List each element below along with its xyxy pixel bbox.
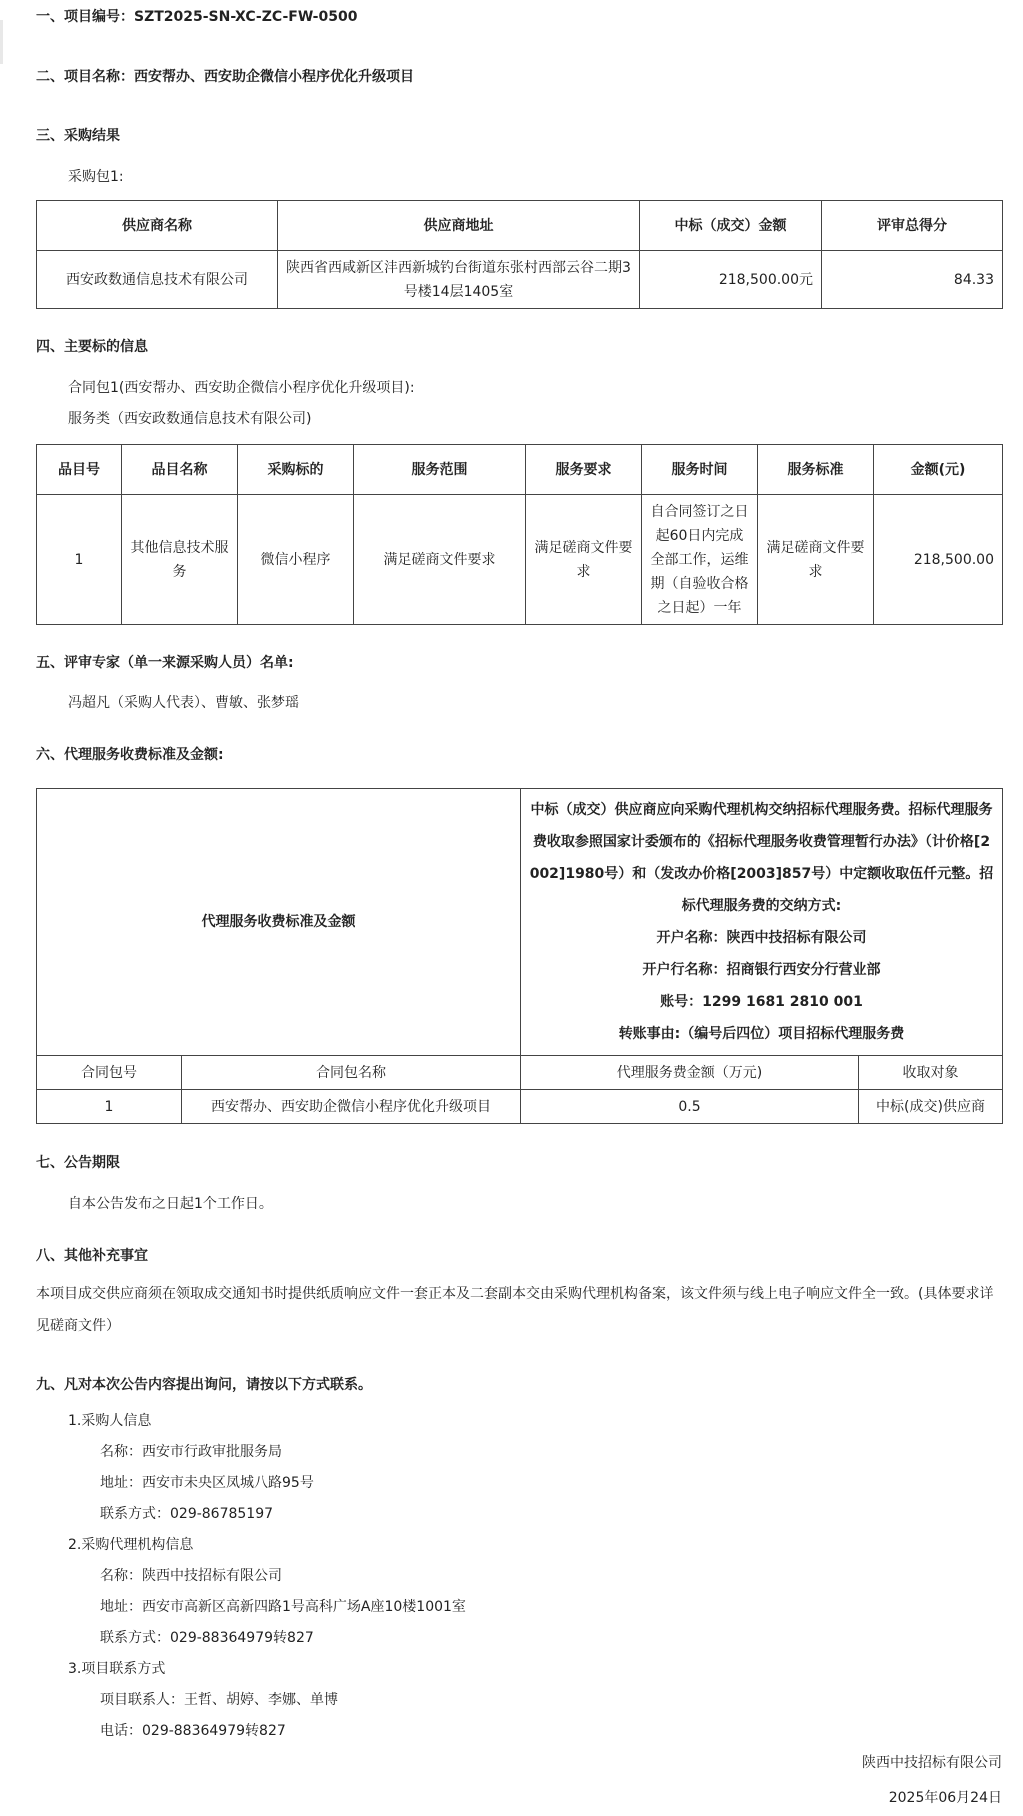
header-amount: 金额(元) — [874, 445, 1003, 495]
project-name-label: 二、项目名称： — [36, 69, 134, 85]
section-9-title: 九、凡对本次公告内容提出询问，请按以下方式联系。 — [36, 1377, 372, 1393]
contract-no: 1 — [37, 1090, 182, 1124]
footer-org: 陕西中技招标有限公司 — [862, 1755, 1002, 1771]
header-supplier-name: 供应商名称 — [37, 201, 278, 251]
project-number-value: SZT2025-SN-XC-ZC-FW-0500 — [134, 9, 358, 25]
table-header-row — [37, 1056, 1003, 1090]
table-header-row — [37, 445, 1003, 495]
footer-date: 2025年06月24日 — [888, 1790, 1002, 1806]
project-phone: 电话：029-88364979转827 — [100, 1723, 286, 1739]
service-time: 自合同签订之日起60日内完成全部工作，运维期（自验收合格之日起）一年 — [642, 495, 758, 625]
project-number-label: 一、项目编号： — [36, 9, 134, 25]
section-8-title: 八、其他补充事宜 — [36, 1248, 148, 1264]
item-name: 其他信息技术服务 — [122, 495, 238, 625]
transfer-remark: 转账事由:（编号后四位）项目招标代理服务费 — [618, 1026, 905, 1042]
service-category: 服务类（西安政数通信息技术有限公司) — [68, 411, 312, 427]
fee-paragraph: 中标（成交）供应商应向采购代理机构交纳招标代理服务费。招标代理服务费收取参照国家计委颁布的《招标代理服务收费管理暂行办法》（计价格[2002]1980号）和（发改办价格[2003]857号）中定额收取伍仟元整。招标代理服务费的交纳方式: — [529, 802, 994, 914]
service-requirement: 满足磋商文件要求 — [526, 495, 642, 625]
section-3-title: 三、采购结果 — [36, 128, 120, 144]
agent-address: 地址：西安市高新区高新四路1号高科广场A座10楼1001室 — [100, 1599, 466, 1615]
project-number — [36, 6, 357, 26]
header-bid-amount: 中标（成交）金额 — [640, 201, 822, 251]
subject-table — [36, 444, 1003, 625]
header-service-time: 服务时间 — [642, 445, 758, 495]
fee-amount: 0.5 — [521, 1090, 859, 1124]
buyer-phone: 联系方式：029-86785197 — [100, 1506, 274, 1522]
header-service-standard: 服务标准 — [758, 445, 874, 495]
table-row — [37, 495, 1003, 625]
header-contract-no: 合同包号 — [37, 1056, 182, 1090]
bid-amount: 218,500.00元 — [640, 251, 822, 309]
fee-standard-detail — [521, 789, 1003, 1056]
subject: 微信小程序 — [238, 495, 354, 625]
section-7-title: 七、公告期限 — [36, 1155, 120, 1171]
fee-info-row — [37, 789, 1003, 1056]
contract-package-label: 合同包1(西安帮办、西安助企微信小程序优化升级项目): — [68, 380, 415, 396]
header-item-no: 品目号 — [37, 445, 122, 495]
contract-name: 西安帮办、西安助企微信小程序优化升级项目 — [182, 1090, 521, 1124]
header-service-scope: 服务范围 — [354, 445, 526, 495]
project-contacts: 项目联系人：王哲、胡婷、李娜、单博 — [100, 1692, 338, 1708]
table-header-row — [37, 201, 1003, 251]
account-name: 开户名称：陕西中技招标有限公司 — [656, 930, 867, 946]
service-scope: 满足磋商文件要求 — [354, 495, 526, 625]
agency-fee-table — [36, 788, 1003, 1124]
header-contract-name: 合同包名称 — [182, 1056, 521, 1090]
supplier-name: 西安政数通信息技术有限公司 — [37, 251, 278, 309]
table-row — [37, 251, 1003, 309]
header-subject: 采购标的 — [238, 445, 354, 495]
buyer-info-title: 1.采购人信息 — [68, 1413, 152, 1429]
project-name-value: 西安帮办、西安助企微信小程序优化升级项目 — [134, 69, 414, 85]
header-service-requirement: 服务要求 — [526, 445, 642, 495]
account-number: 账号：1299 1681 2810 001 — [660, 994, 863, 1010]
header-charge-target: 收取对象 — [859, 1056, 1003, 1090]
package-label: 采购包1: — [68, 169, 124, 185]
item-no: 1 — [37, 495, 122, 625]
table-row — [37, 1090, 1003, 1124]
section-5-title: 五、评审专家（单一来源采购人员）名单: — [36, 655, 294, 671]
supplementary-text: 本项目成交供应商须在领取成交通知书时提供纸质响应文件一套正本及二套副本交由采购代理机构备案，该文件须与线上电子响应文件全一致。(具体要求详见磋商文件） — [36, 1286, 994, 1334]
result-table — [36, 200, 1003, 309]
agent-phone: 联系方式：029-88364979转827 — [100, 1630, 314, 1646]
charge-target: 中标(成交)供应商 — [859, 1090, 1003, 1124]
header-supplier-address: 供应商地址 — [278, 201, 640, 251]
scroll-edge — [0, 20, 3, 64]
header-item-name: 品目名称 — [122, 445, 238, 495]
bank-name: 开户行名称：招商银行西安分行营业部 — [642, 962, 881, 978]
buyer-address: 地址：西安市未央区凤城八路95号 — [100, 1475, 314, 1491]
fee-standard-label: 代理服务收费标准及金额 — [37, 789, 521, 1056]
agent-info-title: 2.采购代理机构信息 — [68, 1537, 194, 1553]
header-total-score: 评审总得分 — [822, 201, 1003, 251]
project-name — [36, 66, 414, 86]
buyer-name: 名称：西安市行政审批服务局 — [100, 1444, 282, 1460]
header-fee-amount: 代理服务费金额（万元) — [521, 1056, 859, 1090]
amount: 218,500.00 — [874, 495, 1003, 625]
notice-period: 自本公告发布之日起1个工作日。 — [68, 1196, 273, 1212]
agent-name: 名称：陕西中技招标有限公司 — [100, 1568, 282, 1584]
section-4-title: 四、主要标的信息 — [36, 339, 148, 355]
project-contact-title: 3.项目联系方式 — [68, 1661, 166, 1677]
expert-names: 冯超凡（采购人代表）、曹敏、张梦瑶 — [68, 695, 299, 711]
section-6-title: 六、代理服务收费标准及金额: — [36, 747, 224, 763]
supplier-address: 陕西省西咸新区沣西新城钓台街道东张村西部云谷二期3号楼14层1405室 — [278, 251, 640, 309]
total-score: 84.33 — [822, 251, 1003, 309]
service-standard: 满足磋商文件要求 — [758, 495, 874, 625]
